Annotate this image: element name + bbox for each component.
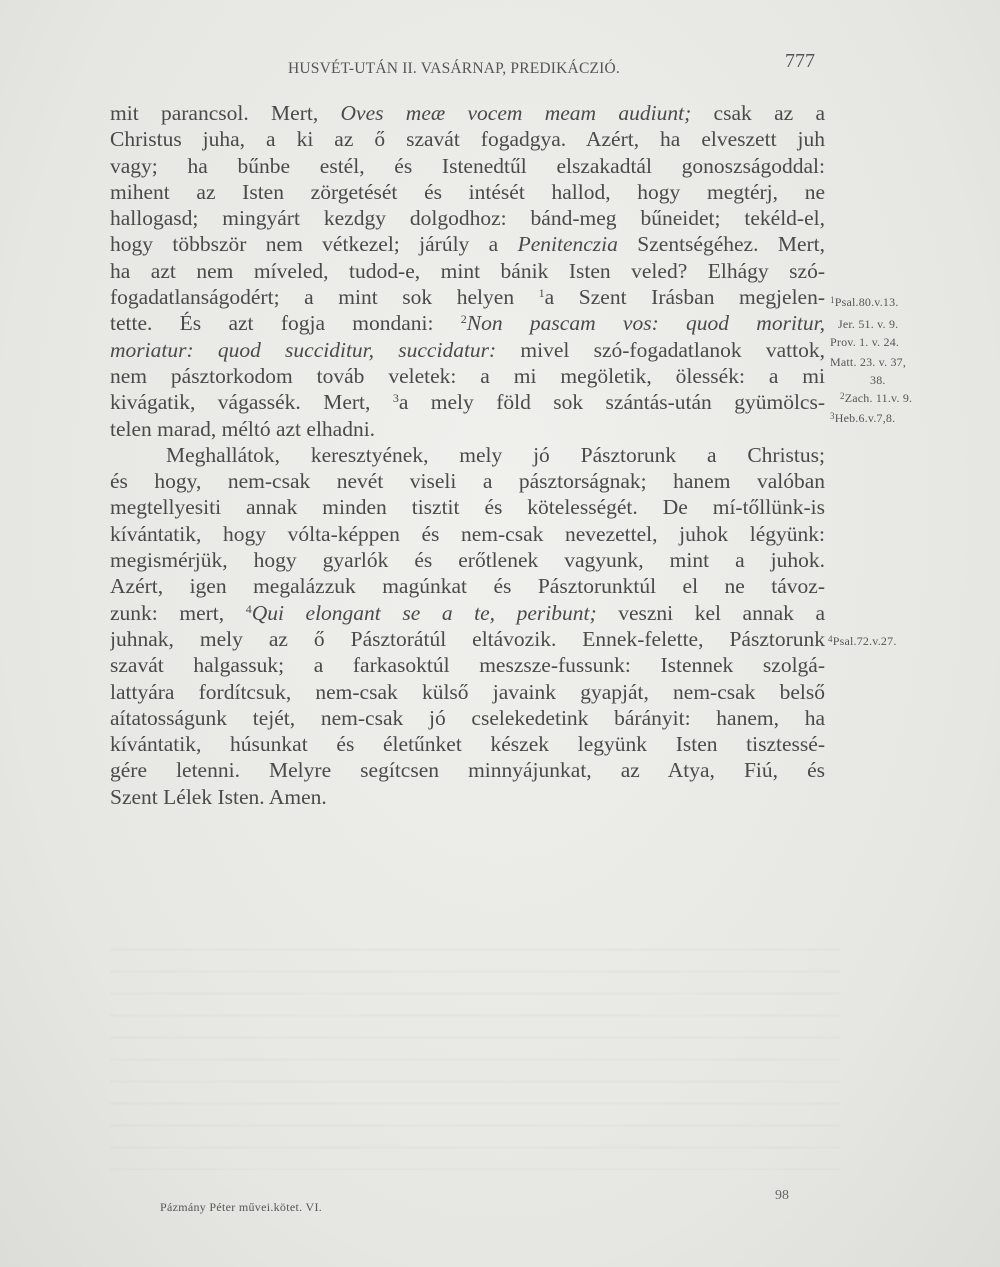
footer-signature: Pázmány Péter művei.kötet. VI. (160, 1200, 323, 1214)
text-line: kivágatik, vágassék. Mert, $^3$a mely föld sok szántás-után gyümölcs- (110, 390, 825, 415)
text-line: telen marad, méltó azt elhadni. (110, 416, 376, 441)
running-title: HUSVÉT-UTÁN II. VASÁRNAP, PREDIKÁCZIÓ. (288, 60, 620, 77)
text-line: lattyára fordítcsuk, nem-csak külső javaink gyapját, nem-csak belső (110, 679, 825, 704)
text-line: juhnak, mely az ő Pásztorátúl eltávozik. Ennek-felette, Pásztorunk (110, 626, 825, 651)
reference-text: Psal.80.v.13. (834, 295, 899, 309)
text-line: nem pásztorkodom továb veletek: a mi megöletik, ölessék: a mi (110, 363, 825, 388)
reference-marker: 3 (830, 411, 835, 421)
margin-reference (830, 355, 906, 370)
reference-text: Heb.6.v.7,8. (834, 411, 896, 425)
text-line: moriatur: quod succiditur, succidatur: mivel szó-fogadatlanok vattok, (110, 337, 825, 362)
text-line: Azért, igen megalázzuk magúnkat és Pásztorunktúl el ne távoz- (110, 574, 825, 599)
text-line: Christus juha, a ki az ő szavát fogadgya. Azért, ha elveszett juh (110, 127, 825, 152)
text-line: zunk: mert, $^4$Qui elongant se a te, peribunt; veszni kel annak a (110, 600, 825, 625)
text-line: hogy többször nem vétkezel; járúly a Penitenczia Szentségéhez. Mert, (110, 232, 825, 257)
text-line: gére letenni. Melyre segítcsen minnyájunkat, az Atya, Fiú, és (110, 758, 825, 783)
text-line: fogadatlanságodért; a mint sok helyen $^1$a Szent Irásban megjelen- (110, 285, 825, 310)
sheet-number: 98 (775, 1188, 789, 1203)
text-line: aítatosságunk tejét, nem-csak jó cselekedetink bárányit: hanem, ha (110, 705, 825, 730)
reference-text: Matt. 23. v. 37, (830, 355, 907, 369)
text-line: Szent Lélek Isten. Amen. (110, 784, 327, 809)
sermon-text (110, 100, 825, 810)
text-line: és hogy, nem-csak nevét viseli a pásztorságnak; hanem valóban (110, 469, 825, 494)
margin-reference (870, 373, 886, 388)
margin-reference (828, 634, 897, 649)
reference-marker: 1 (830, 295, 835, 305)
text-line: ha azt nem míveled, tudod-e, mint bánik Isten veled? Elhágy szó- (110, 258, 825, 283)
margin-reference (830, 411, 895, 426)
reference-text: Zach. 11.v. 9. (844, 391, 913, 405)
text-line: megismérjük, hogy gyarlók és erőtlenek vagyunk, mint a juhok. (110, 548, 825, 573)
text-line: tette. És azt fogja mondani: $^2$Non pascam vos: quod moritur, (110, 311, 825, 336)
text-line: hallogasd; mingyárt kezdgy dolgodhoz: bánd-meg bűneidet; tekéld-el, (110, 206, 825, 231)
reference-text: Prov. 1. v. 24. (830, 335, 900, 349)
text-line: megtellyesiti annak minden tisztit és kötelességét. De mí-tőllünk-is (110, 495, 825, 520)
margin-reference (830, 295, 899, 310)
margin-reference (838, 317, 898, 332)
text-line: mihent az Isten zörgetését és intését hallod, hogy megtérj, ne (110, 179, 825, 204)
reference-text: Psal.72.v.27. (832, 634, 897, 648)
reference-marker: 2 (840, 391, 845, 401)
text-line: Meghallátok, keresztyének, mely jó Pásztorunk a Christus; (166, 442, 825, 467)
bleed-through-shadow (110, 930, 840, 1170)
margin-reference (830, 335, 899, 350)
text-line: kívántatik, húsunkat és életűnket készek legyünk Isten tisztessé- (110, 732, 825, 757)
text-line: szavát halgassuk; a farkasoktúl meszsze-fussunk: Istennek szolgá- (110, 653, 825, 678)
reference-text: Jer. 51. v. 9. (838, 317, 899, 331)
reference-marker: 4 (828, 634, 833, 644)
text-line: mit parancsol. Mert, Oves meæ vocem meam audiunt; csak az a (110, 101, 825, 125)
text-line: kívántatik, hogy vólta-képpen és nem-csak nevezettel, juhok légyünk: (110, 521, 825, 546)
text-line: vagy; ha bűnbe estél, és Istenedtűl elszakadtál gonoszságoddal: (110, 153, 825, 178)
margin-reference (840, 391, 912, 406)
page-number: 777 (785, 50, 815, 72)
reference-text: 38. (870, 373, 886, 387)
